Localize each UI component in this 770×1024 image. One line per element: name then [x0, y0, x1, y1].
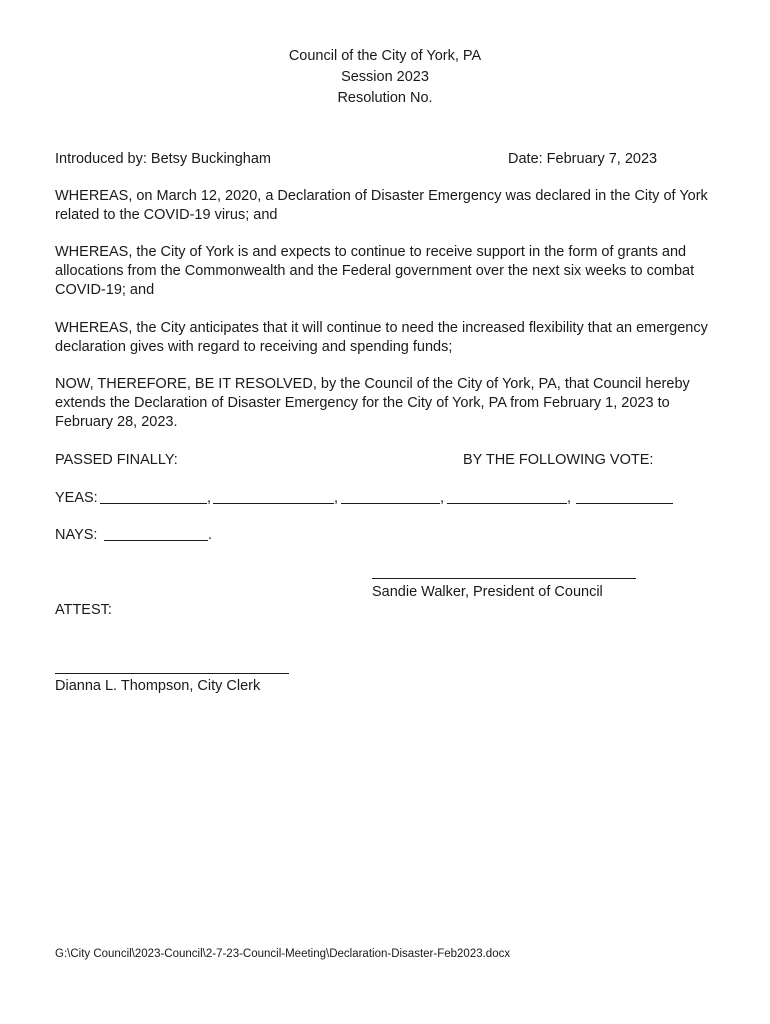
document-header: [0, 46, 770, 109]
nays-label: NAYS:: [55, 527, 98, 543]
clerk-name: Dianna L. Thompson, City Clerk: [55, 678, 261, 694]
yeas-label: YEAS:: [55, 490, 98, 506]
nays-blank: [104, 540, 208, 541]
president-name: Sandie Walker, President of Council: [372, 584, 603, 600]
yeas-comma-3: ,: [440, 490, 445, 506]
resolution-number: Resolution No.: [337, 90, 433, 106]
yeas-blank-2: [213, 503, 334, 504]
attest-label: ATTEST:: [55, 602, 112, 618]
yeas-comma-1: ,: [207, 490, 212, 506]
clerk-signature-line: [55, 673, 289, 674]
president-signature-line: [372, 578, 636, 579]
yeas-comma-2: ,: [334, 490, 339, 506]
council-title: Council of the City of York, PA: [288, 48, 482, 64]
yeas-comma-4: ,: [567, 490, 572, 506]
whereas-paragraph-1: WHEREAS, on March 12, 2020, a Declaration of Disaster Emergency was declared in the City of York related to the COVID-19 virus; and: [55, 188, 708, 223]
yeas-blank-4: [447, 503, 567, 504]
resolved-paragraph: NOW, THEREFORE, BE IT RESOLVED, by the Council of the City of York, PA, that Council hereby extends the Declaration of Disaster Emergency for the City of York, PA from February 1, 2023 to February 28, 2023.: [55, 376, 690, 430]
session-label: Session 2023: [341, 69, 429, 85]
nays-period: .: [208, 527, 213, 543]
yeas-blank-5: [576, 503, 673, 504]
passed-finally-label: PASSED FINALLY:: [55, 452, 178, 468]
resolution-date: Date: February 7, 2023: [508, 151, 658, 167]
yeas-blank-1: [100, 503, 207, 504]
following-vote-label: BY THE FOLLOWING VOTE:: [463, 452, 654, 468]
whereas-paragraph-2: WHEREAS, the City of York is and expects to continue to receive support in the form of grants and allocations from the Commonwealth and the Federal government over the next six weeks to combat COVID-19; and: [55, 244, 695, 298]
introduced-by: Introduced by: Betsy Buckingham: [55, 151, 272, 167]
whereas-paragraph-3: WHEREAS, the City anticipates that it will continue to need the increased flexibility that an emergency declaration gives with regard to receiving and spending funds;: [55, 320, 708, 355]
yeas-blank-3: [341, 503, 440, 504]
file-path-footer: G:\City Council\2023-Council\2-7-23-Council-Meeting\Declaration-Disaster-Feb2023.docx: [55, 948, 511, 960]
